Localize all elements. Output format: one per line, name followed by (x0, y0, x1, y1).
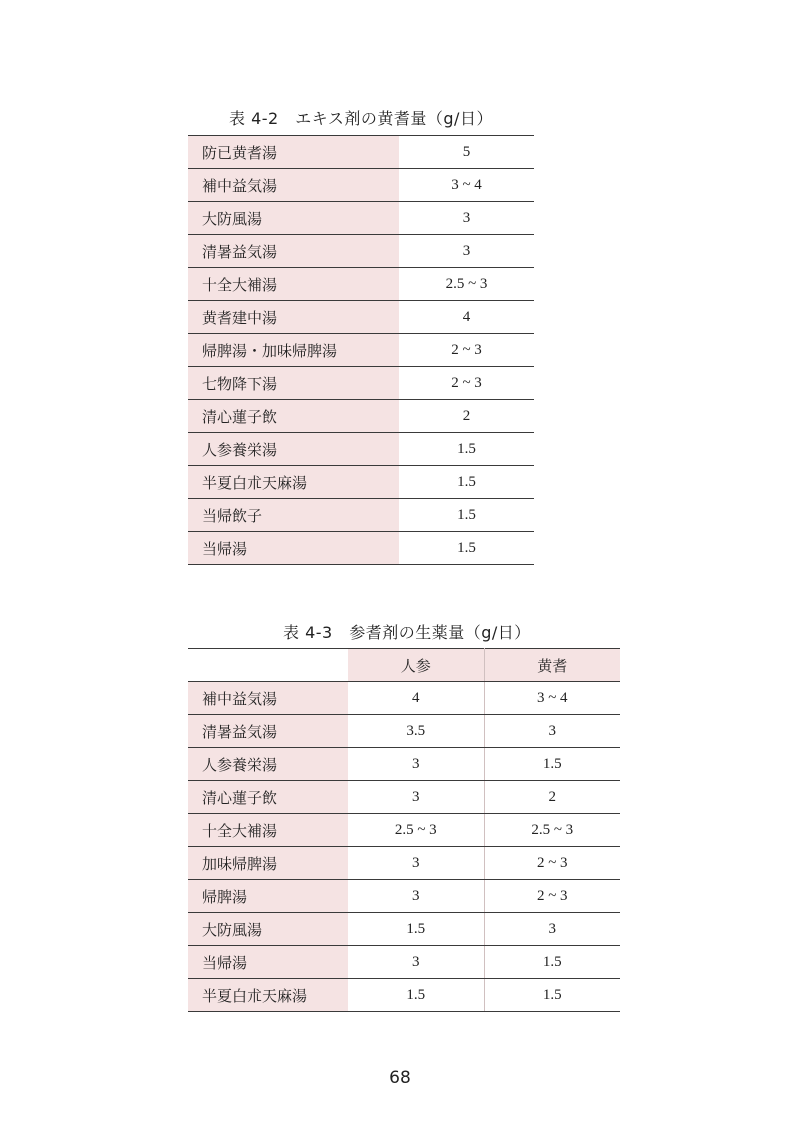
astragalus-amount: 2 (399, 400, 534, 433)
table-row (188, 913, 620, 946)
ginseng-amount: 2.5 ~ 3 (348, 814, 484, 847)
table-row (188, 781, 620, 814)
table-row (188, 301, 534, 334)
table-row (188, 433, 534, 466)
ginseng-amount: 1.5 (348, 913, 484, 946)
header-row (188, 649, 620, 682)
ginseng-amount: 4 (348, 682, 484, 715)
ginseng-amount: 3 (348, 781, 484, 814)
formula-name: 人参養栄湯 (188, 748, 348, 781)
astragalus-amount: 1.5 (484, 946, 620, 979)
astragalus-amount: 2 ~ 3 (399, 367, 534, 400)
astragalus-amount: 3 (484, 715, 620, 748)
formula-name: 十全大補湯 (188, 814, 348, 847)
ginseng-amount: 3 (348, 880, 484, 913)
table-body (188, 136, 534, 565)
astragalus-amount: 2 (484, 781, 620, 814)
table-row (188, 136, 534, 169)
table-row (188, 400, 534, 433)
table-row (188, 814, 620, 847)
table-row (188, 268, 534, 301)
ginseng-amount: 3.5 (348, 715, 484, 748)
astragalus-amount: 1.5 (399, 433, 534, 466)
table-row (188, 880, 620, 913)
table-row (188, 532, 534, 565)
table-row (188, 202, 534, 235)
astragalus-amount: 5 (399, 136, 534, 169)
ginseng-amount: 1.5 (348, 979, 484, 1012)
astragalus-amount: 1.5 (399, 499, 534, 532)
formula-name: 当帰飲子 (188, 499, 399, 532)
page-number: 68 (389, 1068, 411, 1088)
astragalus-amount: 2 ~ 3 (484, 880, 620, 913)
table-row (188, 946, 620, 979)
table-header (188, 649, 620, 682)
formula-name: 半夏白朮天麻湯 (188, 466, 399, 499)
table-row (188, 847, 620, 880)
ginseng-amount: 3 (348, 946, 484, 979)
table-row (188, 466, 534, 499)
astragalus-amount: 3 (484, 913, 620, 946)
ginseng-astragalus-table (188, 648, 620, 1012)
header-astragalus: 黄耆 (484, 649, 620, 682)
formula-name: 清心蓮子飲 (188, 781, 348, 814)
formula-name: 清暑益気湯 (188, 235, 399, 268)
table-body (188, 682, 620, 1012)
table-row (188, 334, 534, 367)
table-row (188, 748, 620, 781)
astragalus-amount: 1.5 (484, 979, 620, 1012)
table-row (188, 682, 620, 715)
formula-name: 加味帰脾湯 (188, 847, 348, 880)
formula-name: 帰脾湯・加味帰脾湯 (188, 334, 399, 367)
astragalus-amount: 1.5 (399, 466, 534, 499)
astragalus-amount: 3 (399, 202, 534, 235)
table-row (188, 499, 534, 532)
astragalus-amount: 3 (399, 235, 534, 268)
formula-name: 当帰湯 (188, 946, 348, 979)
astragalus-amount: 2 ~ 3 (484, 847, 620, 880)
astragalus-extract-table (188, 135, 534, 565)
astragalus-amount: 2.5 ~ 3 (484, 814, 620, 847)
astragalus-amount: 2 ~ 3 (399, 334, 534, 367)
ginseng-amount: 3 (348, 748, 484, 781)
table-4-3-caption: 表 4-3 参耆剤の生薬量（g/日） (283, 623, 531, 642)
astragalus-amount: 1.5 (399, 532, 534, 565)
astragalus-amount: 4 (399, 301, 534, 334)
table-row (188, 235, 534, 268)
astragalus-amount: 1.5 (484, 748, 620, 781)
formula-name: 七物降下湯 (188, 367, 399, 400)
formula-name: 防已黄耆湯 (188, 136, 399, 169)
astragalus-amount: 3 ~ 4 (399, 169, 534, 202)
formula-name: 清心蓮子飲 (188, 400, 399, 433)
formula-name: 清暑益気湯 (188, 715, 348, 748)
formula-name: 十全大補湯 (188, 268, 399, 301)
astragalus-amount: 2.5 ~ 3 (399, 268, 534, 301)
formula-name: 半夏白朮天麻湯 (188, 979, 348, 1012)
formula-name: 補中益気湯 (188, 169, 399, 202)
formula-name: 人参養栄湯 (188, 433, 399, 466)
formula-name: 当帰湯 (188, 532, 399, 565)
corner-cell (188, 649, 348, 682)
header-ginseng: 人参 (348, 649, 484, 682)
table-row (188, 169, 534, 202)
table-4-2-caption: 表 4-2 エキス剤の黄耆量（g/日） (229, 109, 493, 128)
formula-name: 大防風湯 (188, 913, 348, 946)
ginseng-amount: 3 (348, 847, 484, 880)
formula-name: 大防風湯 (188, 202, 399, 235)
formula-name: 補中益気湯 (188, 682, 348, 715)
formula-name: 黄耆建中湯 (188, 301, 399, 334)
table-row (188, 979, 620, 1012)
table-row (188, 367, 534, 400)
astragalus-amount: 3 ~ 4 (484, 682, 620, 715)
table-row (188, 715, 620, 748)
formula-name: 帰脾湯 (188, 880, 348, 913)
